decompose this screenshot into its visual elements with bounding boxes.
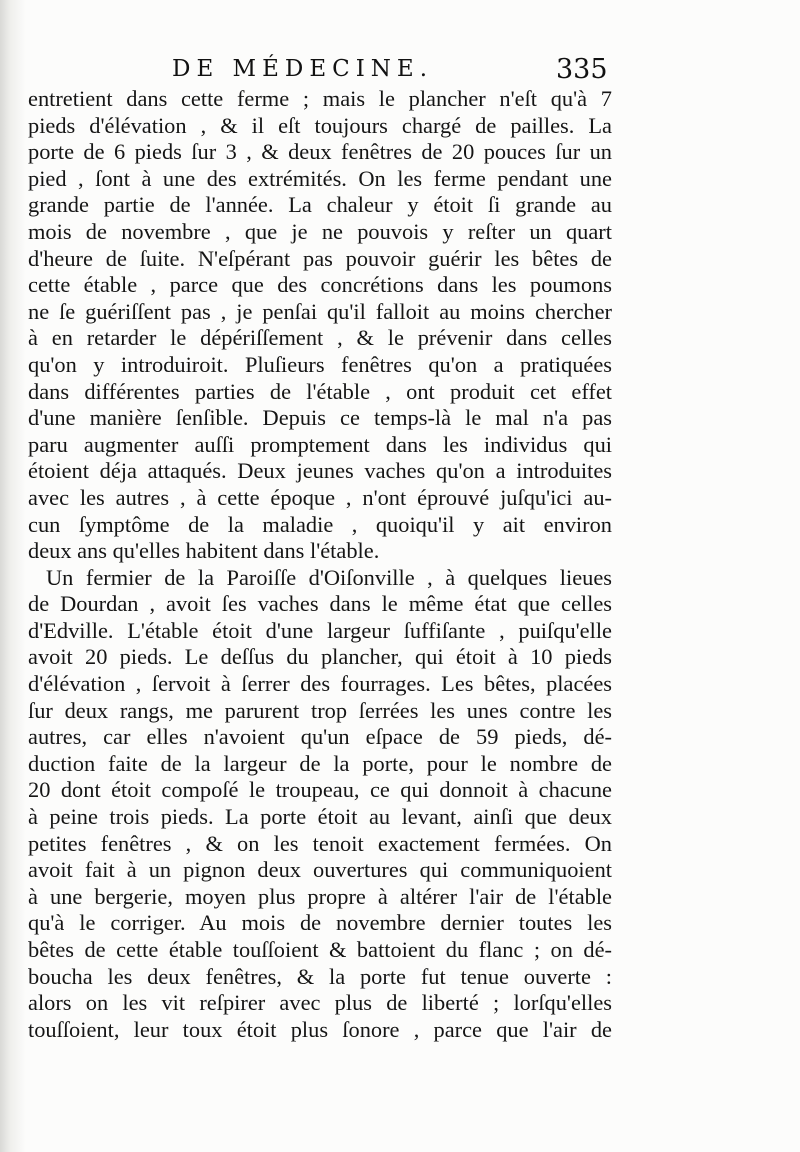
text-line: d'une manière ſenſible. Depuis ce temps-là le mal n'a pas (28, 405, 612, 431)
text-line: entretient dans cette ferme ; mais le plancher n'eſt qu'à 7 (28, 86, 612, 111)
text-line: étoient déja attaqués. Deux jeunes vaches qu'on a introduites (28, 458, 612, 484)
text-line: petites fenêtres , & on les tenoit exactement fermées. On (28, 830, 612, 856)
text-line: ne ſe guériſſent pas , je penſai qu'il falloit au moins chercher (28, 298, 612, 324)
text-line: ſur deux rangs, me parurent trop ſerrées les unes contre les (28, 697, 612, 723)
text-line: pied , ſont à une des extrémités. On les ferme pendant une (28, 165, 612, 191)
running-head (0, 52, 800, 88)
text-line: avoit 20 pieds. Le deſſus du plancher, qui étoit à 10 pieds (28, 644, 612, 670)
text-line: dans différentes parties de l'étable , ont produit cet effet (28, 378, 612, 404)
text-line: bêtes de cette étable touſſoient & battoient du flanc ; on dé- (28, 937, 612, 962)
text-line: pieds d'élévation , & il eſt toujours chargé de pailles. La (28, 112, 612, 138)
paragraph-end-line: deux ans qu'elles habitent dans l'étable. (28, 538, 380, 564)
text-line: de Dourdan , avoit ſes vaches dans le même état que celles (28, 591, 612, 617)
text-line: touſſoient, leur toux étoit plus ſonore , parce que l'air de (28, 1016, 612, 1042)
text-line: cette étable , parce que des concrétions dans les poumons (28, 272, 612, 298)
text-line: avoit fait à un pignon deux ouvertures qui communiquoient (28, 857, 612, 883)
text-line: boucha les deux fenêtres, & la porte fut tenue ouverte : (28, 963, 612, 989)
text-line: paru augmenter auſſi promptement dans les individus qui (28, 431, 612, 457)
text-line: grande partie de l'année. La chaleur y étoit ſi grande au (28, 192, 612, 218)
text-line: porte de 6 pieds ſur 3 , & deux fenêtres de 20 pouces ſur un (28, 139, 612, 165)
text-line: à peine trois pieds. La porte étoit au levant, ainſi que deux (28, 804, 612, 830)
page-number: 335 (556, 54, 608, 85)
text-line: cun ſymptôme de la maladie , quoiqu'il y ait environ (28, 511, 612, 537)
text-line: alors on les vit reſpirer avec plus de liberté ; lorſqu'elles (28, 990, 612, 1016)
text-line: d'heure de ſuite. N'eſpérant pas pouvoir guérir les bêtes de (28, 245, 612, 271)
paragraph-first-line: Un fermier de la Paroiſſe d'Oiſonville , à quelques lieues (46, 564, 612, 590)
text-line: autres, car elles n'avoient qu'un eſpace de 59 pieds, dé- (28, 724, 612, 750)
text-line: duction faite de la largeur de la porte, pour le nombre de (28, 750, 612, 776)
text-line: mois de novembre , que je ne pouvois y reſter un quart (28, 218, 612, 244)
text-line: 20 dont étoit compoſé le troupeau, ce qui donnoit à chacune (28, 777, 612, 803)
text-line: qu'on y introduiroit. Pluſieurs fenêtres qu'on a pratiquées (28, 351, 612, 377)
body-text (28, 86, 612, 1043)
text-line: qu'à le corriger. Au mois de novembre dernier toutes les (28, 910, 612, 936)
binding-gutter-shadow (0, 0, 26, 1152)
running-title: DE MÉDECINE. (172, 56, 434, 82)
text-line: d'élévation , ſervoit à ſerrer des fourrages. Les bêtes, placées (28, 671, 612, 697)
text-line: à en retarder le dépériſſement , & le prévenir dans celles (28, 325, 612, 351)
text-line: d'Edville. L'étable étoit d'une largeur ſuffiſante , puiſqu'elle (28, 617, 612, 643)
text-line: avec les autres , à cette époque , n'ont éprouvé juſqu'ici au- (28, 484, 612, 510)
text-line: à une bergerie, moyen plus propre à altérer l'air de l'étable (28, 883, 612, 909)
